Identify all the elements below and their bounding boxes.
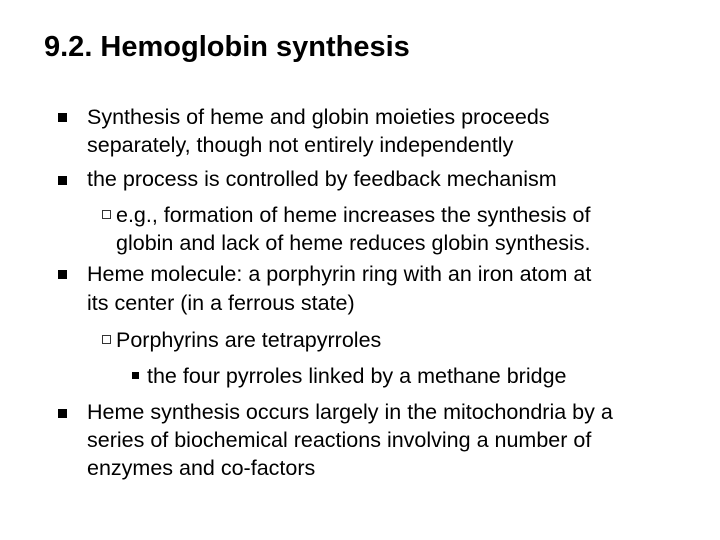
bullet-square-icon (58, 113, 67, 122)
bullet-2-sub-line-2: globin and lack of heme reduces globin synthesis. (116, 231, 591, 255)
bullet-1-line-2: separately, though not entirely independently (87, 133, 514, 157)
slide-title: 9.2. Hemoglobin synthesis (44, 31, 410, 63)
bullet-square-icon (58, 409, 67, 418)
sub-bullet-square-icon (132, 372, 139, 379)
checkbox-bullet-icon (102, 335, 111, 344)
bullet-3-line-1: Heme molecule: a porphyrin ring with an iron atom at (87, 262, 592, 286)
bullet-4-line-1: Heme synthesis occurs largely in the mitochondria by a (87, 400, 613, 424)
bullet-square-icon (58, 270, 67, 279)
bullet-1-line-1: Synthesis of heme and globin moieties proceeds (87, 105, 550, 129)
bullet-2-sub-line-1: e.g., formation of heme increases the synthesis of (116, 203, 591, 227)
bullet-4-line-3: enzymes and co-factors (87, 456, 316, 480)
bullet-3-line-2: its center (in a ferrous state) (87, 291, 355, 315)
bullet-2-line-1: the process is controlled by feedback mechanism (87, 167, 557, 191)
bullet-3-sub-line-1: Porphyrins are tetrapyrroles (116, 328, 382, 352)
bullet-square-icon (58, 176, 67, 185)
checkbox-bullet-icon (102, 210, 111, 219)
bullet-3-subsub-line-1: the four pyrroles linked by a methane bridge (147, 364, 567, 388)
bullet-4-line-2: series of biochemical reactions involving a number of (87, 428, 592, 452)
